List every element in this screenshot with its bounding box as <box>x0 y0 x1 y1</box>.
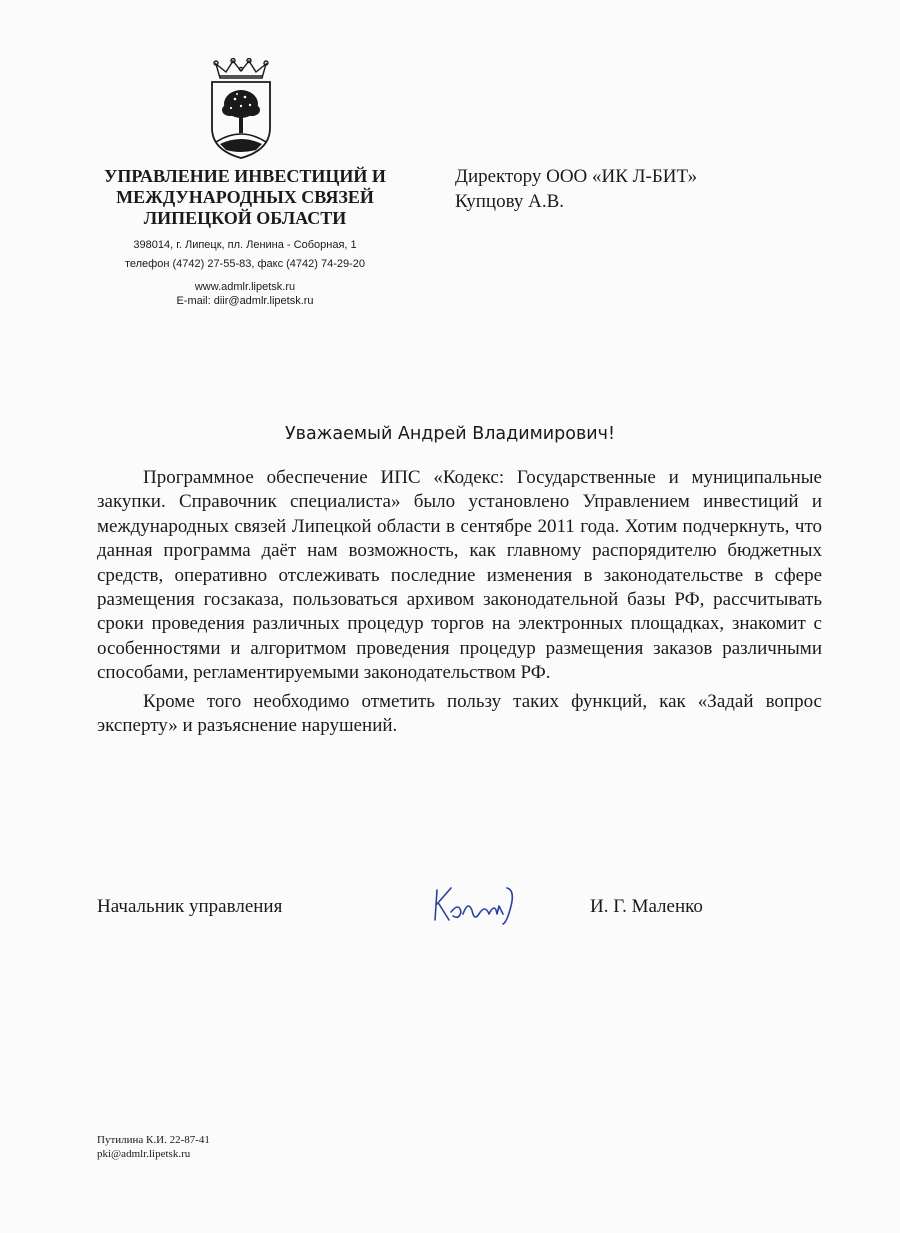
greeting: Уважаемый Андрей Владимирович! <box>284 424 616 444</box>
recipient-line-1: Директору ООО «ИК Л-БИТ» <box>455 166 698 187</box>
organization-web <box>80 280 410 308</box>
recipient-line-2: Купцову А.В. <box>455 191 565 212</box>
letter-body <box>97 466 822 738</box>
organization-title-line: ЛИПЕЦКОЙ ОБЛАСТИ <box>143 208 347 228</box>
organization-phone: телефон (4742) 27-55-83, факс (4742) 74-29-20 <box>124 258 366 270</box>
executor-name-phone: Путилина К.И. 22-87-41 <box>97 1134 210 1146</box>
organization-contacts <box>80 236 410 274</box>
executor-info <box>97 1133 210 1161</box>
organization-title-line: УПРАВЛЕНИЕ ИНВЕСТИЦИЙ И <box>104 166 386 186</box>
organization-title <box>80 166 410 229</box>
organization-email: E-mail: diir@admlr.lipetsk.ru <box>176 295 314 307</box>
signatory-name: И. Г. Маленко <box>590 896 703 917</box>
body-paragraph-2: Кроме того необходимо отметить пользу таких функций, как «Задай вопрос эксперту» и разъяснение нарушений. <box>97 690 822 737</box>
organization-website: www.admlr.lipetsk.ru <box>194 281 296 293</box>
organization-title-line: МЕЖДУНАРОДНЫХ СВЯЗЕЙ <box>116 187 374 207</box>
body-paragraph-1: Программное обеспечение ИПС «Кодекс: Государственные и муниципальные закупки. Справочник специалиста» было установлено Управлением инвестиций и международных связей Липецкой области в сентябре 2011 года. Хотим подчеркнуть, что данная программа даёт нам возможность, как главному распорядителю бюджетных средств, оперативно отслеживать последние изменения в законодательстве в сфере размещения госзаказа, пользоваться архивом законодательной базы РФ, рассчитывать сроки проведения различных процедур торгов на электронных площадках, знакомит с особенностями и алгоритмом проведения процедур размещения заказов различными способами, регламентируемыми законодательством РФ. <box>97 467 822 684</box>
handwritten-signature-icon <box>425 870 525 930</box>
recipient-block <box>455 164 785 214</box>
organization-address: 398014, г. Липецк, пл. Ленина - Соборная, 1 <box>133 239 357 251</box>
lipetsk-coat-of-arms-icon <box>206 58 276 162</box>
signatory-position: Начальник управления <box>97 896 283 917</box>
executor-email: pki@admlr.lipetsk.ru <box>97 1148 191 1160</box>
